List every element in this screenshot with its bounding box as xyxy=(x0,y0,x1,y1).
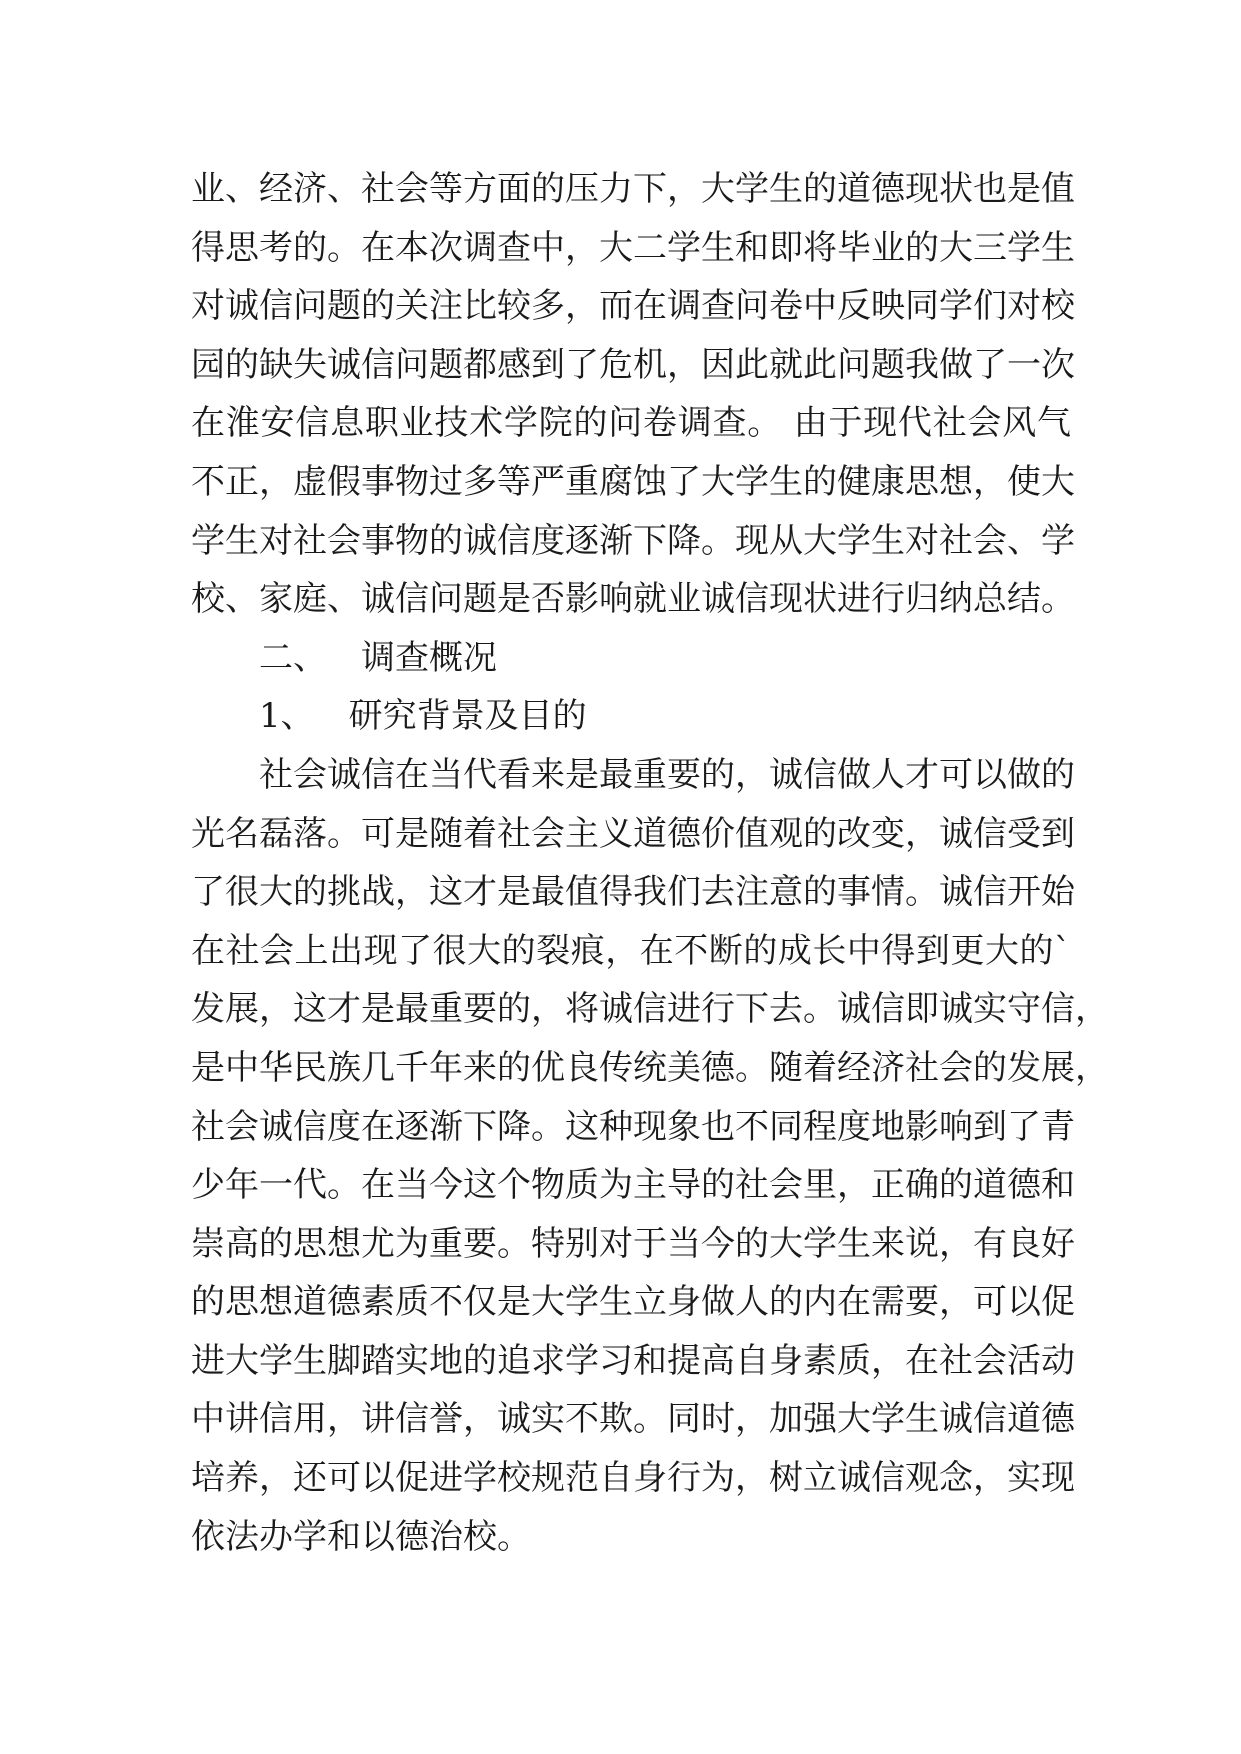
text-line: 社会诚信度在逐渐下降。这种现象也不同程度地影响到了青 xyxy=(191,1106,1075,1147)
section-number: 二、 xyxy=(259,637,327,678)
text-line: 在社会上出现了很大的裂痕，在不断的成长中得到更大的` xyxy=(191,930,1071,971)
subsection-heading xyxy=(191,687,1071,746)
body-text xyxy=(191,160,1109,1566)
text-line: 依法办学和以德治校。 xyxy=(191,1516,531,1557)
text-line: 是中华民族几千年来的优良传统美德。随着经济社会的发展， xyxy=(191,1047,1109,1088)
text-line: 社会诚信在当代看来是最重要的，诚信做人才可以做的 xyxy=(259,754,1075,795)
text-line: 业、经济、社会等方面的压力下，大学生的道德现状也是值 xyxy=(191,169,1075,209)
text-line: 中讲信用，讲信誉，诚实不欺。同时，加强大学生诚信道德 xyxy=(191,1399,1075,1440)
text-line: 崇高的思想尤为重要。特别对于当今的大学生来说，有良好 xyxy=(191,1223,1075,1264)
text-line: 得思考的。在本次调查中，大二学生和即将毕业的大三学生 xyxy=(191,227,1075,268)
text-line: 不正，虚假事物过多等严重腐蚀了大学生的健康思想，使大 xyxy=(191,461,1075,502)
text-line: 学生对社会事物的诚信度逐渐下降。现从大学生对社会、学 xyxy=(191,520,1075,561)
text-line: 培养，还可以促进学校规范自身行为，树立诚信观念，实现 xyxy=(191,1458,1075,1499)
text-line: 少年一代。在当今这个物质为主导的社会里，正确的道德和 xyxy=(191,1165,1075,1206)
text-line: 进大学生脚踏实地的追求学习和提高自身素质，在社会活动 xyxy=(191,1340,1075,1381)
paragraph-2 xyxy=(191,746,1109,1566)
paragraph-1 xyxy=(191,160,1075,629)
text-line: 光名磊落。可是随着社会主义道德价值观的改变，诚信受到 xyxy=(191,813,1075,854)
section-heading xyxy=(191,629,1071,688)
text-line: 园的缺失诚信问题都感到了危机，因此就此问题我做了一次 xyxy=(191,344,1075,385)
text-line: 对诚信问题的关注比较多，而在调查问卷中反映同学们对校 xyxy=(191,286,1075,327)
subsection-number: 1、 xyxy=(259,696,315,737)
section-title: 调查概况 xyxy=(361,637,497,678)
text-line: 了很大的挑战，这才是最值得我们去注意的事情。诚信开始 xyxy=(191,872,1075,913)
text-line: 校、家庭、诚信问题是否影响就业诚信现状进行归纳总结。 xyxy=(191,579,1075,620)
subsection-title: 研究背景及目的 xyxy=(348,696,587,737)
text-line: 发展，这才是最重要的，将诚信进行下去。诚信即诚实守信， xyxy=(191,989,1109,1030)
text-line: 的思想道德素质不仅是大学生立身做人的内在需要，可以促 xyxy=(191,1282,1075,1323)
text-line: 在淮安信息职业技术学院的问卷调查。 由于现代社会风气 xyxy=(191,403,1071,444)
